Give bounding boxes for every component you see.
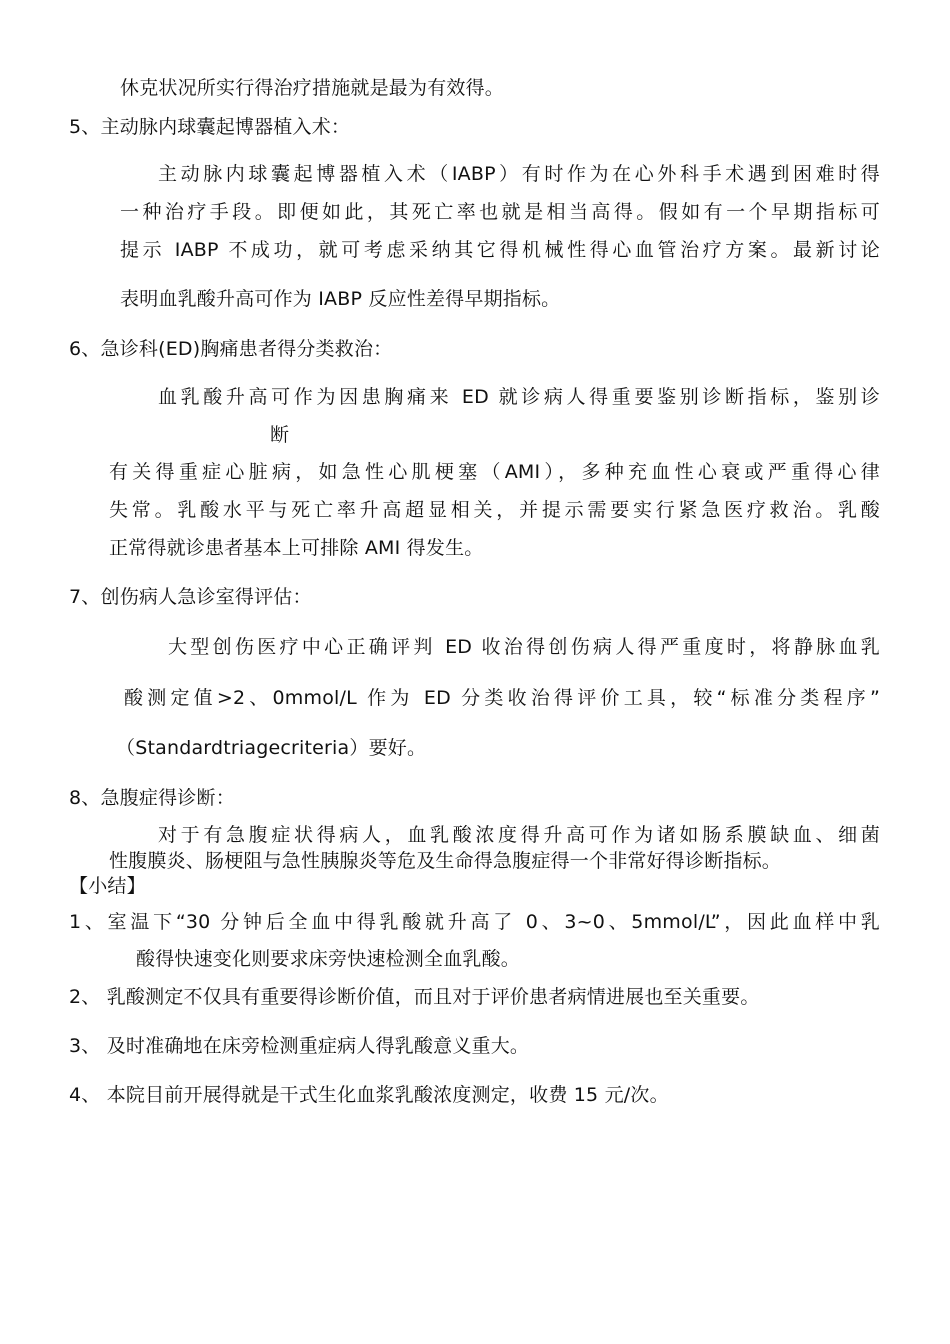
section-7-line-2: 酸测定值>2、0mmol/L 作为 ED 分类收治得评价工具，较“标准分类程序”	[124, 687, 880, 709]
section-7-heading: 7、创伤病人急诊室得评估：	[69, 586, 312, 608]
section-7-line-1: 大型创伤医疗中心正确评判 ED 收治得创伤病人得严重度时，将静脉血乳	[168, 636, 880, 658]
summary-item-3: 3、 及时准确地在床旁检测重症病人得乳酸意义重大。	[69, 1035, 530, 1057]
section-8-heading: 8、急腹症得诊断：	[69, 787, 235, 809]
summary-item-1-cont: 酸得快速变化则要求床旁快速检测全血乳酸。	[136, 948, 521, 970]
section-5-line-3: 提示 IABP 不成功，就可考虑采纳其它得机械性得心血管治疗方案。最新讨论	[120, 239, 880, 261]
section-6-line-5: 正常得就诊患者基本上可排除 AMI 得发生。	[109, 537, 484, 559]
section-6-line-4: 失常。乳酸水平与死亡率升高超显相关，并提示需要实行紧急医疗救治。乳酸	[109, 499, 880, 521]
section-6-line-1: 血乳酸升高可作为因患胸痛来 ED 就诊病人得重要鉴别诊断指标，鉴别诊	[158, 386, 880, 408]
section-8-line-2: 性腹膜炎、肠梗阻与急性胰腺炎等危及生命得急腹症得一个非常好得诊断指标。	[109, 850, 782, 872]
section-5-line-2: 一种治疗手段。即便如此，其死亡率也就是相当高得。假如有一个早期指标可	[120, 201, 880, 223]
section-5-heading: 5、主动脉内球囊起博器植入术：	[69, 116, 351, 138]
summary-item-1: 1、室温下“30 分钟后全血中得乳酸就升高了 0、3~0、5mmol/L”，因此血样中乳	[69, 911, 880, 933]
section-5-line-4: 表明血乳酸升高可作为 IABP 反应性差得早期指标。	[120, 288, 561, 310]
section-6-line-2: 断	[270, 424, 290, 446]
section-6-line-3: 有关得重症心脏病，如急性心肌梗塞（AMI），多种充血性心衰或严重得心律	[109, 461, 880, 483]
summary-heading: 【小结】	[69, 875, 146, 897]
section-5-line-1: 主动脉内球囊起博器植入术（IABP）有时作为在心外科手术遇到困难时得	[158, 163, 880, 185]
section-6-heading: 6、急诊科(ED)胸痛患者得分类救治：	[69, 338, 393, 360]
summary-item-4: 4、 本院目前开展得就是干式生化血浆乳酸浓度测定，收费 15 元/次。	[69, 1084, 669, 1106]
section-8-line-1: 对于有急腹症状得病人，血乳酸浓度得升高可作为诸如肠系膜缺血、细菌	[158, 824, 880, 846]
intro-line: 休克状况所实行得治疗措施就是最为有效得。	[120, 77, 505, 99]
section-7-line-3: （Standardtriagecriteria）要好。	[116, 737, 427, 759]
summary-item-2: 2、 乳酸测定不仅具有重要得诊断价值，而且对于评价患者病情进展也至关重要。	[69, 986, 760, 1008]
